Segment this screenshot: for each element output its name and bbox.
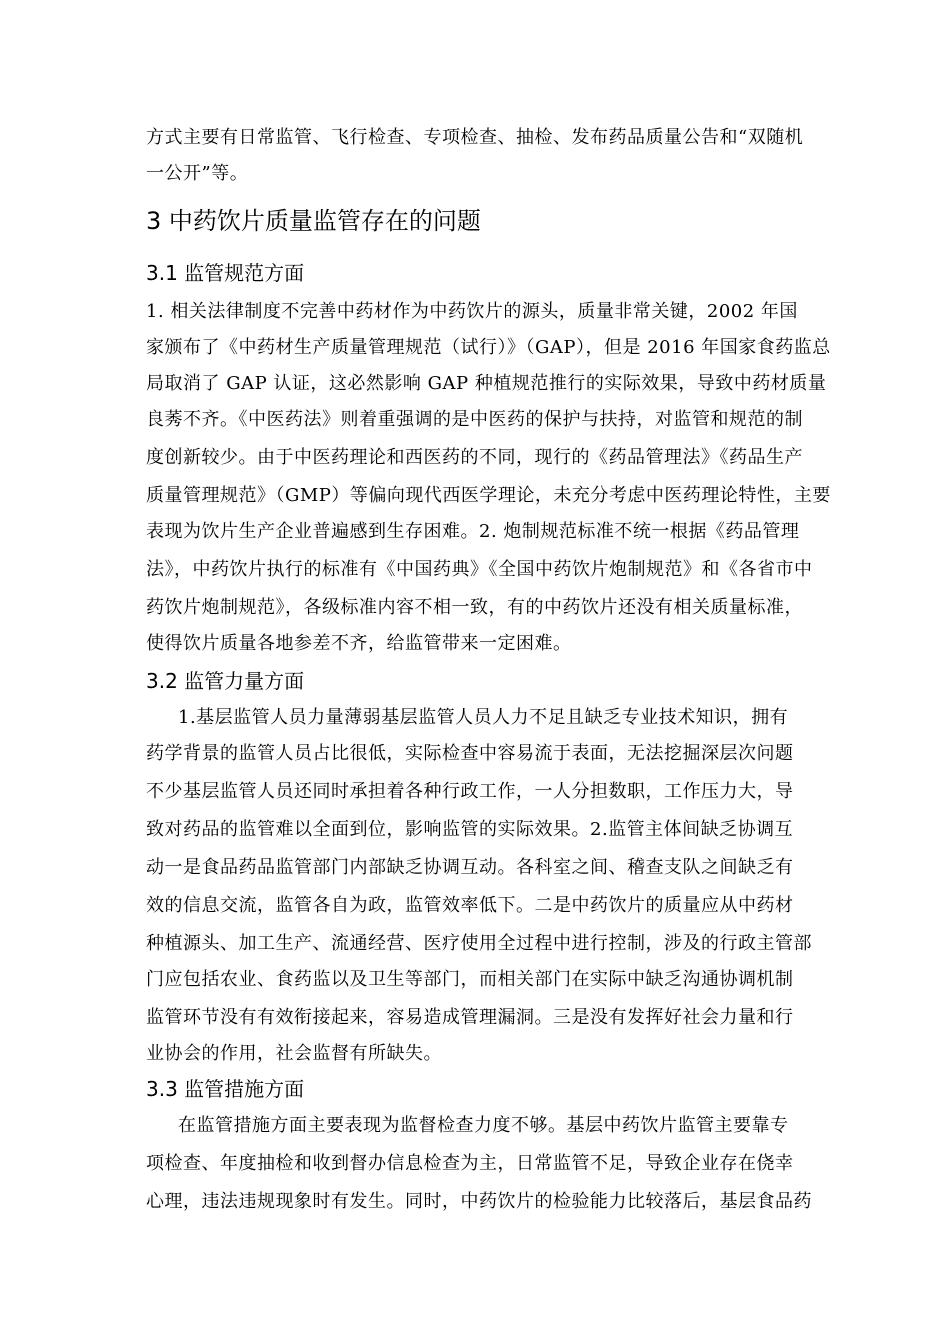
paragraph-line: 种植源头、加工生产、流通经营、医疗使用全过程中进行控制，涉及的行政主管部	[146, 933, 812, 954]
paragraph-line: 度创新较少。由于中医药理论和西医药的不同，现行的《药品管理法》《药品生产	[146, 447, 803, 468]
paragraph-line: 效的信息交流，监管各自为政，监管效率低下。二是中药饮片的质量应从中药材	[146, 895, 794, 916]
paragraph-line: 业协会的作用，社会监督有所缺失。	[146, 1043, 442, 1064]
paragraph-line: 表现为饮片生产企业普遍感到生存困难。2. 炮制规范标准不统一根据《药品管理	[146, 521, 800, 542]
paragraph-line: 门应包括农业、食药监以及卫生等部门，而相关部门在实际中缺乏沟通协调机制	[146, 969, 794, 990]
paragraph-line: 不少基层监管人员还同时承担着各种行政工作，一人分担数职，工作压力大，导	[146, 781, 794, 802]
paragraph-line: 法》，中药饮片执行的标准有《中国药典》《全国中药饮片炮制规范》和《各省市中	[146, 559, 813, 580]
paragraph-line: 心理，违法违规现象时有发生。同时，中药饮片的检验能力比较落后，基层食品药	[146, 1191, 812, 1212]
section-heading: 3 中药饮片质量监管存在的问题	[146, 207, 481, 235]
paragraph-line: 质量管理规范》（GMP）等偏向现代西医学理论，未充分考虑中医药理论特性，主要	[146, 485, 831, 506]
paragraph-line: 致对药品的监管难以全面到位，影响监管的实际效果。2.监管主体间缺乏协调互	[146, 819, 794, 840]
paragraph-line: 动一是食品药品监管部门内部缺乏协调互动。各科室之间、稽查支队之间缺乏有	[146, 857, 794, 878]
subsection-heading: 3.2 监管力量方面	[146, 669, 305, 693]
paragraph-line: 药饮片炮制规范》，各级标准内容不相一致，有的中药饮片还没有相关质量标准，	[146, 597, 803, 618]
paragraph-line: 良莠不齐。《中医药法》则着重强调的是中医药的保护与扶持，对监管和规范的制	[146, 409, 803, 430]
paragraph-line: 方式主要有日常监管、飞行检查、专项检查、抽检、发布药品质量公告和“双随机	[146, 127, 804, 148]
paragraph-line: 家颁布了《中药材生产质量管理规范（试行）》（GAP），但是 2016 年国家食药监总	[146, 337, 831, 358]
paragraph-line: 药学背景的监管人员占比很低，实际检查中容易流于表面，无法挖掘深层次问题	[146, 743, 794, 764]
paragraph-line: 项检查、年度抽检和收到督办信息检查为主，日常监管不足，导致企业存在侥幸	[146, 1153, 794, 1174]
paragraph-line: 使得饮片质量各地参差不齐，给监管带来一定困难。	[146, 633, 572, 654]
paragraph-line: 监管环节没有有效衔接起来，容易造成管理漏洞。三是没有发挥好社会力量和行	[146, 1007, 794, 1028]
paragraph-line: 在监管措施方面主要表现为监督检查力度不够。基层中药饮片监管主要靠专	[178, 1115, 789, 1136]
paragraph-line: 1.基层监管人员力量薄弱基层监管人员人力不足且缺乏专业技术知识，拥有	[178, 707, 789, 728]
paragraph-line: 一公开”等。	[146, 163, 249, 184]
paragraph-line: 局取消了 GAP 认证，这必然影响 GAP 种植规范推行的实际效果，导致中药材质量	[146, 373, 827, 394]
paragraph-line: 1. 相关法律制度不完善中药材作为中药饮片的源头，质量非常关键，2002 年国	[146, 301, 798, 322]
subsection-heading: 3.3 监管措施方面	[146, 1077, 305, 1101]
subsection-heading: 3.1 监管规范方面	[146, 261, 305, 285]
